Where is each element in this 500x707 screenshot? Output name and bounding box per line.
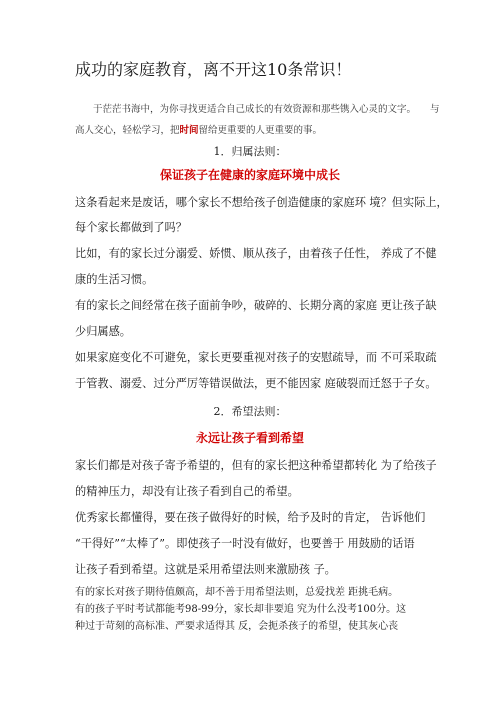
paragraph-line: 家长们都是对孩子寄予希望的，但有的家长把这种希望都转化 为了给孩子 xyxy=(75,459,437,472)
paragraph-line: 比如，有的家长过分溺爱、娇惯、顺从孩子，由着孩子任性， 养成了不健 xyxy=(75,247,437,260)
article-title: 成功的家庭教育，离不开这10条常识！ xyxy=(75,60,352,79)
paragraph-line: 康的生活习惯。 xyxy=(75,273,154,286)
section-2-heading: 2．希望法则： xyxy=(213,405,287,418)
intro-text: 高人交心，轻松学习，把 xyxy=(75,125,180,136)
section-2-subheading: 永远让孩子看到希望 xyxy=(195,431,304,445)
paragraph-line: 少归属感。 xyxy=(75,325,131,338)
paragraph-line: 有的家长之间经常在孩子面前争吵，破碎的、长期分离的家庭 更让孩子缺 xyxy=(75,299,437,312)
paragraph-line: 有的家长对孩子期待值颇高，却不善于用希望法则，总爱找差 距挑毛病。 xyxy=(75,587,399,598)
paragraph-line: 如果家庭变化不可避免，家长更要重视对孩子的安慰疏导，而 不可采取疏 xyxy=(75,351,437,364)
intro-text: 与 xyxy=(430,104,440,115)
intro-text: 留给更重要的人更重要的事。 xyxy=(198,125,323,136)
section-1-heading: 1．归属法则： xyxy=(213,145,287,158)
paragraph-line: 优秀家长都懂得，要在孩子做得好的时候，给予及时的肯定， 告诉他们 xyxy=(75,511,426,524)
paragraph-line: 种过于苛刻的高标准、严要求适得其 反，会扼杀孩子的希望，使其灰心丧 xyxy=(75,621,399,632)
intro-text: 于茫茫书海中，为你寻找更适合自己成长的有效资源和那些镌入心灵的文字。 xyxy=(93,104,417,115)
paragraph-line: 有的孩子平时考试都能考98-99分，家长却非要追 究为什么没考100分。这 xyxy=(75,604,407,615)
intro-highlight: 时间 xyxy=(179,125,199,136)
intro-line-2 xyxy=(75,122,322,136)
paragraph-line: 这条看起来是废话，哪个家长不想给孩子创造健康的家庭环 境？但实际上， xyxy=(75,196,448,209)
paragraph-line: “干得好”“太棒了”。即使孩子一时没有做好，也要善于 用鼓励的话语 xyxy=(75,537,415,550)
paragraph-line: 每个家长都做到了吗？ xyxy=(75,221,187,234)
paragraph-line: 让孩子看到希望。这就是采用希望法则来激励孩 子。 xyxy=(75,563,336,576)
paragraph-line: 的精神压力，却没有让孩子看到自己的希望。 xyxy=(75,485,299,498)
section-1-subheading: 保证孩子在健康的家庭环境中成长 xyxy=(159,168,340,182)
paragraph-line: 于管教、溺爱、过分严厉等错误做法，更不能因家 庭破裂而迁怒于子女。 xyxy=(75,377,437,390)
intro-line-1 xyxy=(93,101,440,115)
